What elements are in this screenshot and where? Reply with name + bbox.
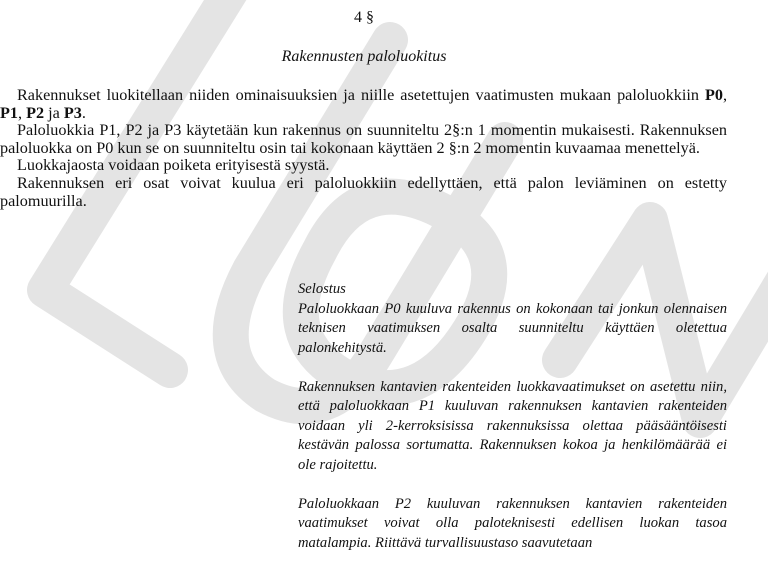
paragraph-text: Rakennukset luokitellaan niiden ominaisuuksien ja niille asetettujen vaatimusten mukaan paloluokkiin [17,86,705,104]
paragraph-classes: Rakennukset luokitellaan niiden ominaisuuksien ja niille asetettujen vaatimusten mukaan paloluokkiin P0, P1, P2 ja P3. [0,86,727,122]
paragraph-usage: Paloluokkia P1, P2 ja P3 käytetään kun rakennus on suunniteltu 2§:n 1 momentin mukaisesti. Rakennuksen paloluokka on P0 kun se on suunniteltu osin tai kokonaan käyttäen 2 §:n 2 momentin kuvaamaa menettelyä. [0,121,727,157]
class-p1: P1 [0,103,18,122]
section-number: 4 § [354,9,374,26]
class-p0: P0 [704,86,723,104]
paragraph-exception: Luokkajaosta voidaan poiketa erityisestä syystä. [17,156,330,175]
paragraph-building-parts: Rakennuksen eri osat voivat kuulua eri paloluokkiin edellyttäen, että palon leviäminen on estetty palomuurilla. [0,173,727,210]
class-p3: P3 [63,103,82,122]
section-body [0,87,727,210]
section-title: Rakennusten paloluokitus [281,48,447,65]
explanation-heading: Selostus [298,281,346,297]
explanation-block [298,280,727,553]
explanation-paragraph: Paloluokkaan P0 kuuluva rakennus on kokonaan tai jonkun olennaisen teknisen vaatimuksen osalta suunniteltu käyttäen oletettua palonkehitystä. [298,300,727,356]
explanation-paragraph: Rakennuksen kantavien rakenteiden luokkavaatimukset on asetettu niin, että paloluokkaan P1 kuuluvan rakennuksen kantavien rakenteiden voidaan yli 2-kerroksisissa rakennuksissa olettaa pääsääntöisesti kestävän palossa sortumatta. Rakennuksen kokoa ja henkilömäärää ei ole rajoitettu. [298,378,727,473]
explanation-paragraph: Paloluokkaan P2 kuuluvan rakennuksen kantavien rakenteiden vaatimukset voivat olla paloteknisesti edellisen luokan tasoa matalampia. Riittävä turvallisuustaso saavutetaan [298,495,727,551]
class-p2: P2 [26,103,45,122]
